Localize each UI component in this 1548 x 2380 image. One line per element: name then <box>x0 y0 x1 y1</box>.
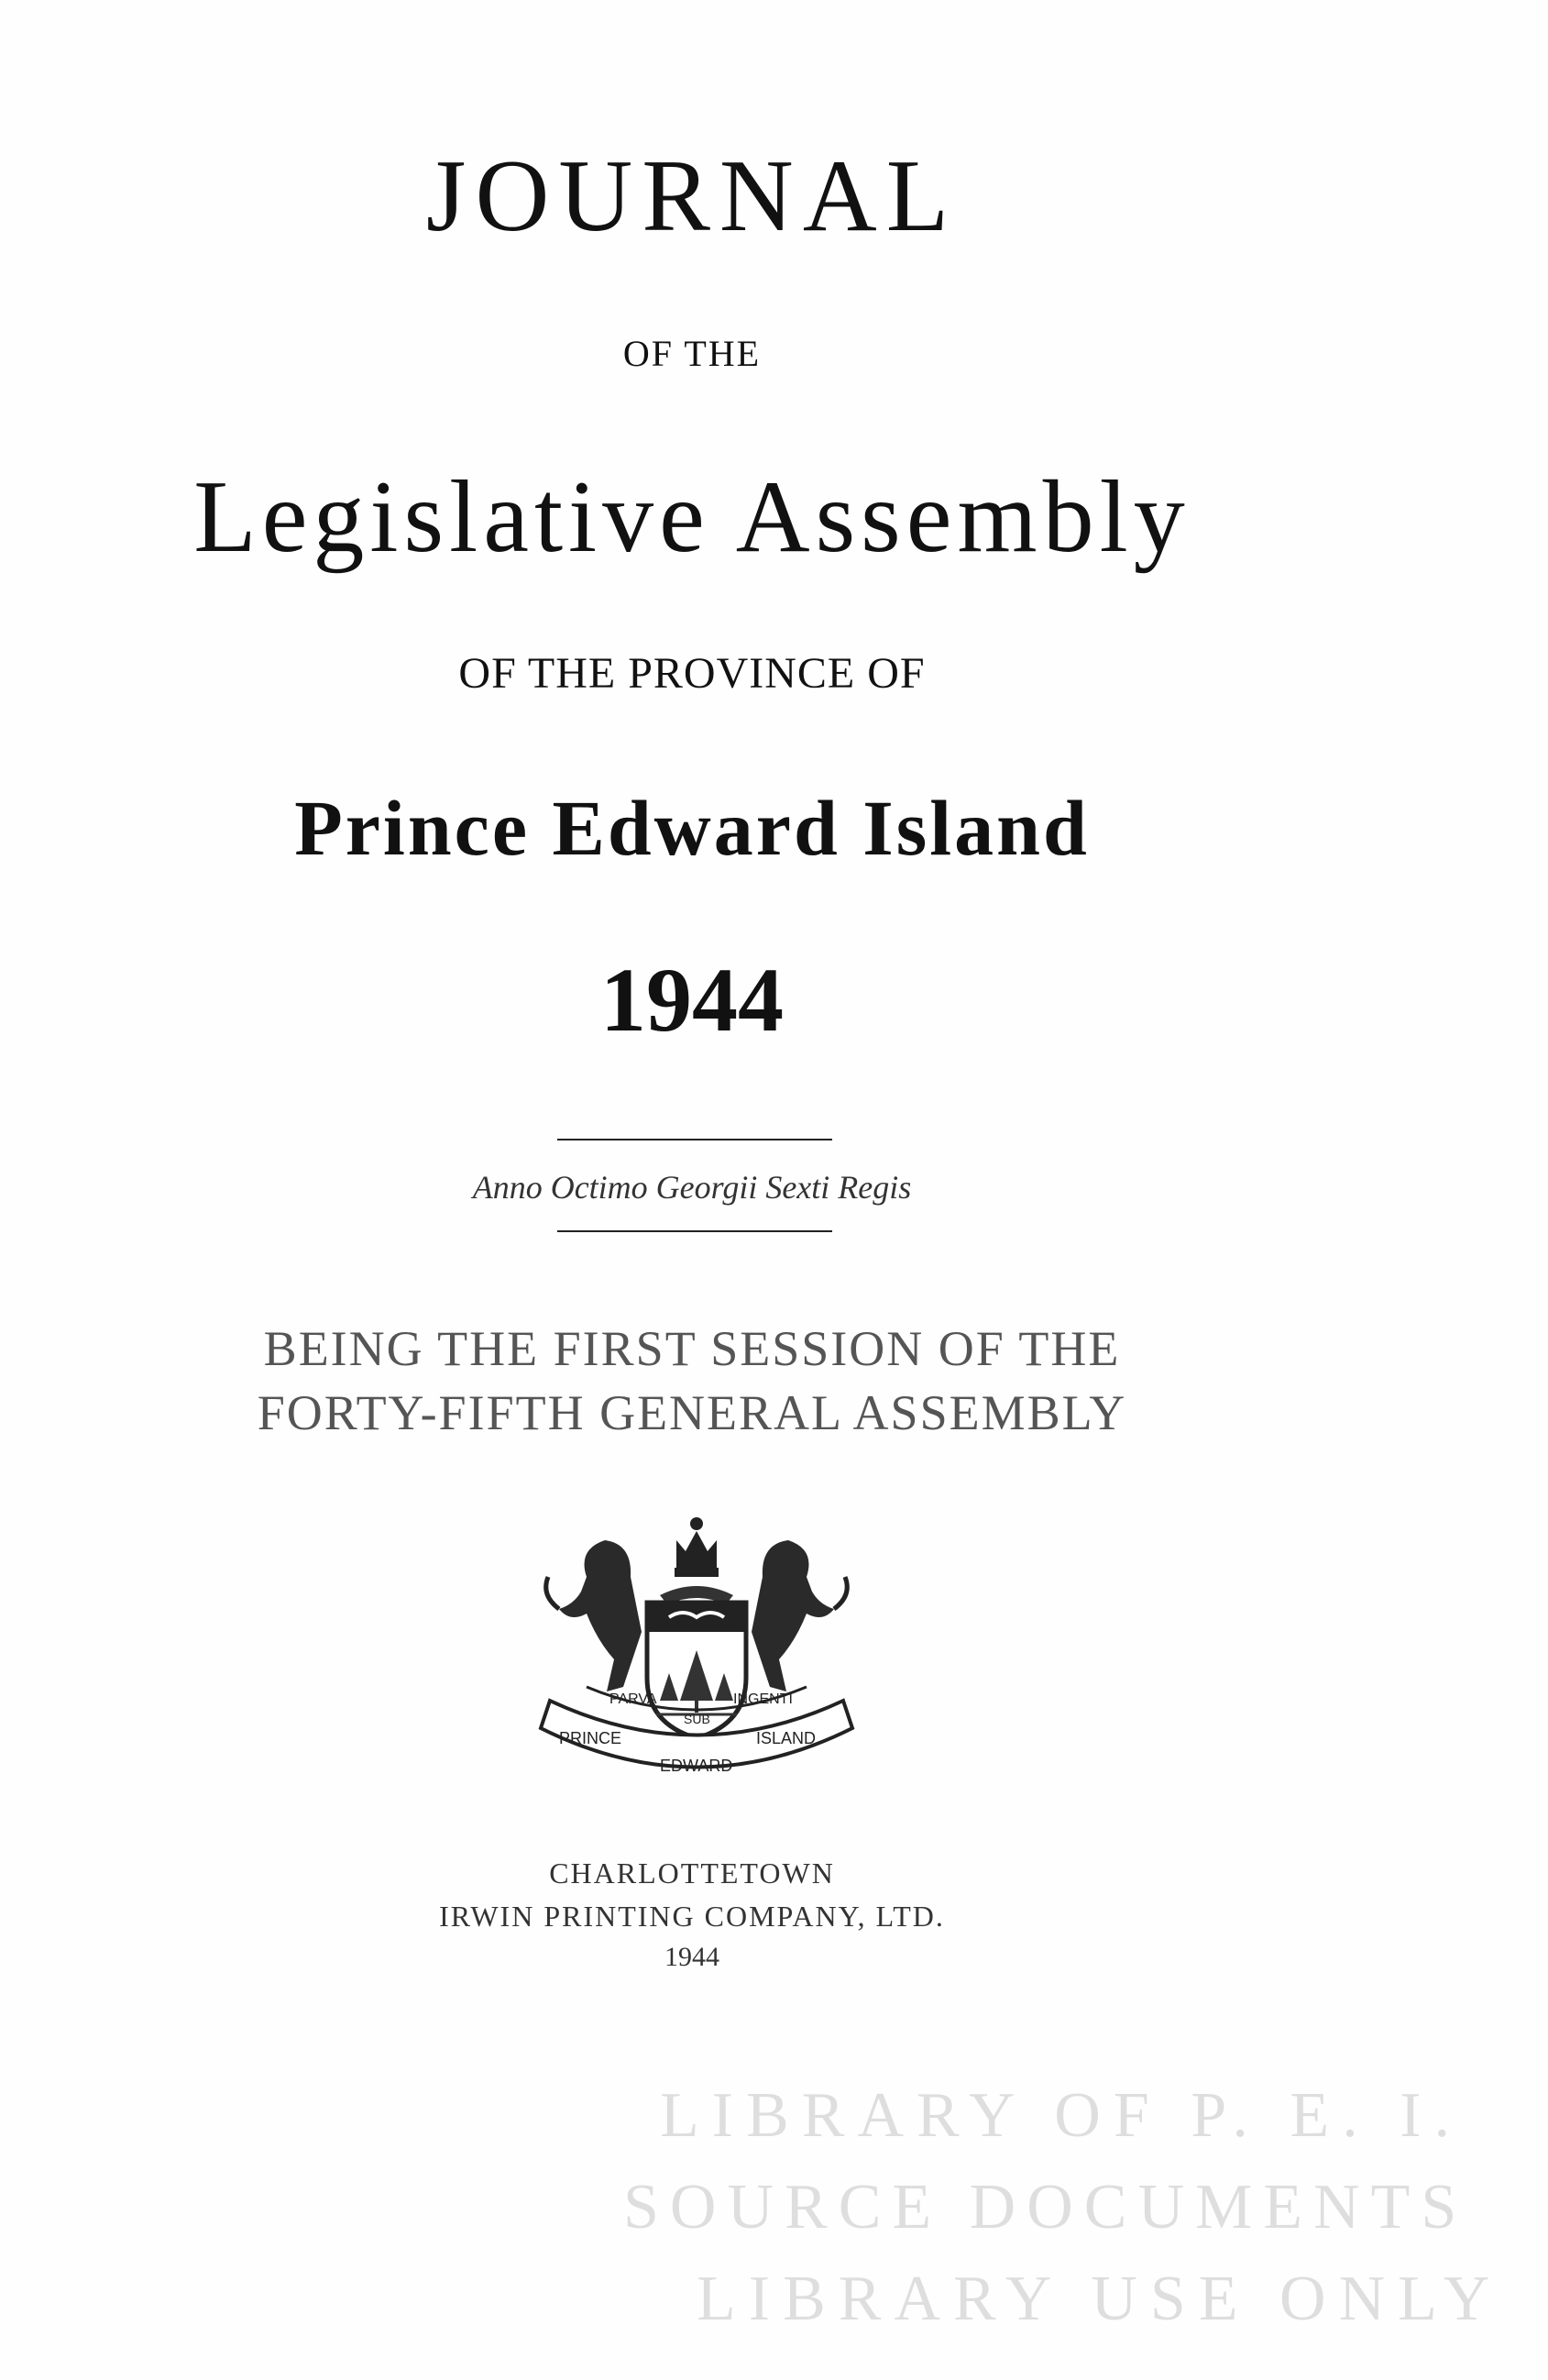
stamp-line-1: LIBRARY OF P. E. I. <box>660 2080 1464 2151</box>
province-of-label: OF THE PROVINCE OF <box>458 649 926 698</box>
year-heading: 1944 <box>600 949 784 1051</box>
coat-of-arms-icon <box>522 1504 871 1797</box>
session-line-2: FORTY-FIFTH GENERAL ASSEMBLY <box>257 1385 1127 1440</box>
imprint-publisher: IRWIN PRINTING COMPANY, LTD. <box>439 1900 945 1933</box>
session-line-1: BEING THE FIRST SESSION OF THE <box>263 1321 1121 1376</box>
library-stamp <box>623 2072 1503 2347</box>
imprint-city: CHARLOTTETOWN <box>549 1857 835 1890</box>
assembly-heading: Legislative Assembly <box>193 460 1191 574</box>
scroll-middle: EDWARD <box>660 1757 733 1775</box>
motto-left: PARVA <box>609 1691 657 1707</box>
scroll-right: ISLAND <box>756 1729 817 1747</box>
stamp-line-3: LIBRARY USE ONLY <box>697 2264 1503 2334</box>
province-heading: Prince Edward Island <box>294 784 1090 872</box>
imprint-year: 1944 <box>664 1942 719 1972</box>
crown-icon <box>675 1517 719 1577</box>
regnal-year: Anno Octimo Georgii Sexti Regis <box>472 1169 912 1206</box>
motto-right: INGENTI <box>733 1691 793 1707</box>
lion-left-icon <box>546 1540 642 1691</box>
stamp-line-2: SOURCE DOCUMENTS <box>623 2172 1468 2242</box>
scroll-left: PRINCE <box>559 1729 622 1747</box>
journal-heading: JOURNAL <box>425 139 959 253</box>
top-divider <box>557 1139 832 1140</box>
lion-right-icon <box>752 1540 847 1691</box>
motto-middle: SUB <box>684 1712 710 1726</box>
bottom-divider <box>557 1230 832 1232</box>
of-the-label: OF THE <box>622 333 762 374</box>
